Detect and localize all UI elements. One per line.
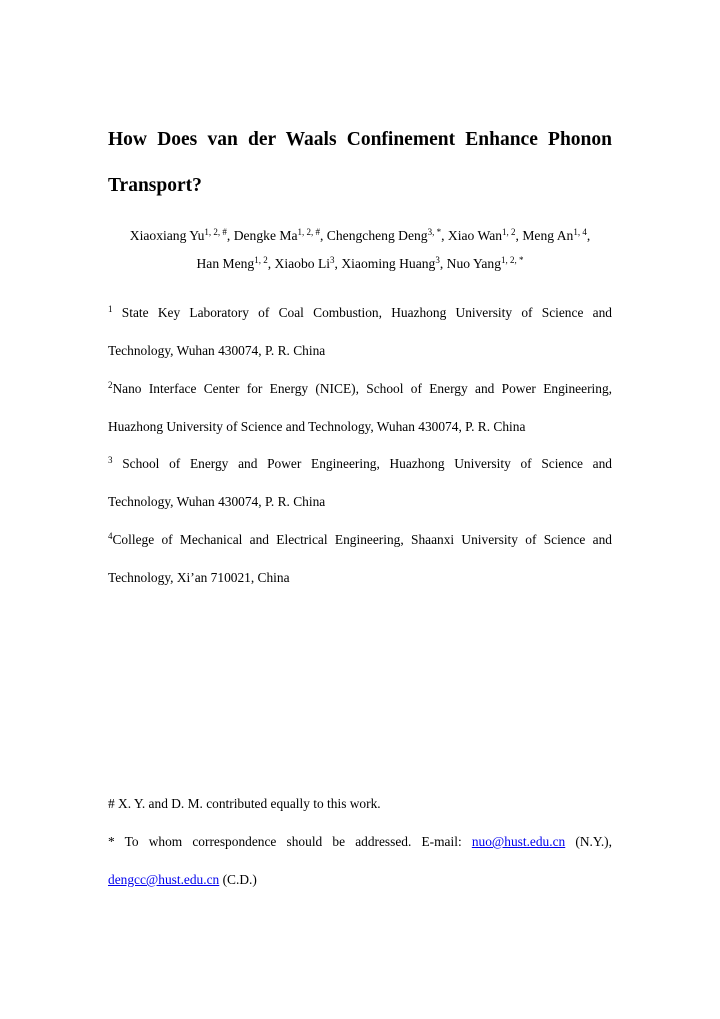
author-name: Xiaoming Huang <box>341 256 436 271</box>
author-line-2 <box>108 250 612 278</box>
paper-title <box>108 117 612 209</box>
affiliation-text-line-1: College of Mechanical and Electrical Engineering, Shaanxi University of Science and <box>112 532 612 547</box>
email-attribution: (N.Y.), <box>565 834 612 849</box>
affiliation-number: 1 <box>108 304 113 314</box>
affiliation-2 <box>108 370 612 446</box>
footnote-equal-contribution <box>108 785 612 823</box>
author-separator: , <box>226 228 234 243</box>
author-separator: , <box>334 256 342 271</box>
author-name: Meng An <box>522 228 574 243</box>
email-link-nuo[interactable]: nuo@hust.edu.cn <box>471 834 566 849</box>
author-affiliation-marks: 1, 2, # <box>204 227 227 237</box>
author-affiliation-marks: 3 <box>435 255 440 265</box>
author-affiliation-marks: 1, 2, * <box>501 255 524 265</box>
affiliation-number: 2 <box>108 380 113 390</box>
author-separator: , <box>586 228 591 243</box>
author-name: Nuo Yang <box>446 256 502 271</box>
author-line-1 <box>108 222 612 250</box>
email-attribution: (C.D.) <box>219 872 257 887</box>
affiliation-text-line-1: State Key Laboratory of Coal Combustion, Huazhong University of Science and <box>121 305 612 320</box>
equal-contribution-text: # X. Y. and D. M. contributed equally to this work. <box>108 796 381 811</box>
affiliation-number: 4 <box>108 531 113 541</box>
affiliation-text-line-2: Technology, Wuhan 430074, P. R. China <box>108 494 326 509</box>
author-affiliation-marks: 3, * <box>427 227 442 237</box>
author-separator: , <box>320 228 327 243</box>
author-name: Xiaobo Li <box>274 256 331 271</box>
author-affiliation-marks: 1, 4 <box>573 227 587 237</box>
author-affiliation-marks: 1, 2, # <box>297 227 320 237</box>
title-line-2: Transport? <box>108 175 202 196</box>
affiliation-text-line-2: Technology, Wuhan 430074, P. R. China <box>108 343 326 358</box>
author-separator: , <box>439 256 447 271</box>
affiliation-text-line-1: School of Energy and Power Engineering, Huazhong University of Science and <box>122 456 612 471</box>
author-affiliation-marks: 1, 2 <box>502 227 516 237</box>
correspondence-prefix: * To whom correspondence should be addressed. E-mail: <box>108 834 472 849</box>
author-separator: , <box>515 228 523 243</box>
author-affiliation-marks: 3 <box>330 255 335 265</box>
affiliation-4 <box>108 521 612 597</box>
affiliation-text-line-1: Nano Interface Center for Energy (NICE), School of Energy and Power Engineering, <box>112 381 612 396</box>
affiliation-number: 3 <box>108 455 113 465</box>
author-name: Han Meng <box>196 256 255 271</box>
author-affiliation-marks: 1, 2 <box>254 255 268 265</box>
affiliation-text-line-2: Technology, Xi’an 710021, China <box>108 570 290 585</box>
author-name: Chengcheng Deng <box>326 228 428 243</box>
author-name: Xiao Wan <box>447 228 503 243</box>
author-name: Xiaoxiang Yu <box>129 228 205 243</box>
footnote-correspondence <box>108 823 612 899</box>
author-separator: , <box>267 256 275 271</box>
title-line-1: How Does van der Waals Confinement Enhance Phonon <box>108 129 612 150</box>
author-list <box>108 222 612 278</box>
affiliation-3 <box>108 445 612 521</box>
affiliation-text-line-2: Huazhong University of Science and Technology, Wuhan 430074, P. R. China <box>108 419 526 434</box>
author-name: Dengke Ma <box>233 228 298 243</box>
author-separator: , <box>441 228 448 243</box>
affiliation-1 <box>108 294 612 370</box>
email-link-dengcc[interactable]: dengcc@hust.edu.cn <box>108 872 220 887</box>
